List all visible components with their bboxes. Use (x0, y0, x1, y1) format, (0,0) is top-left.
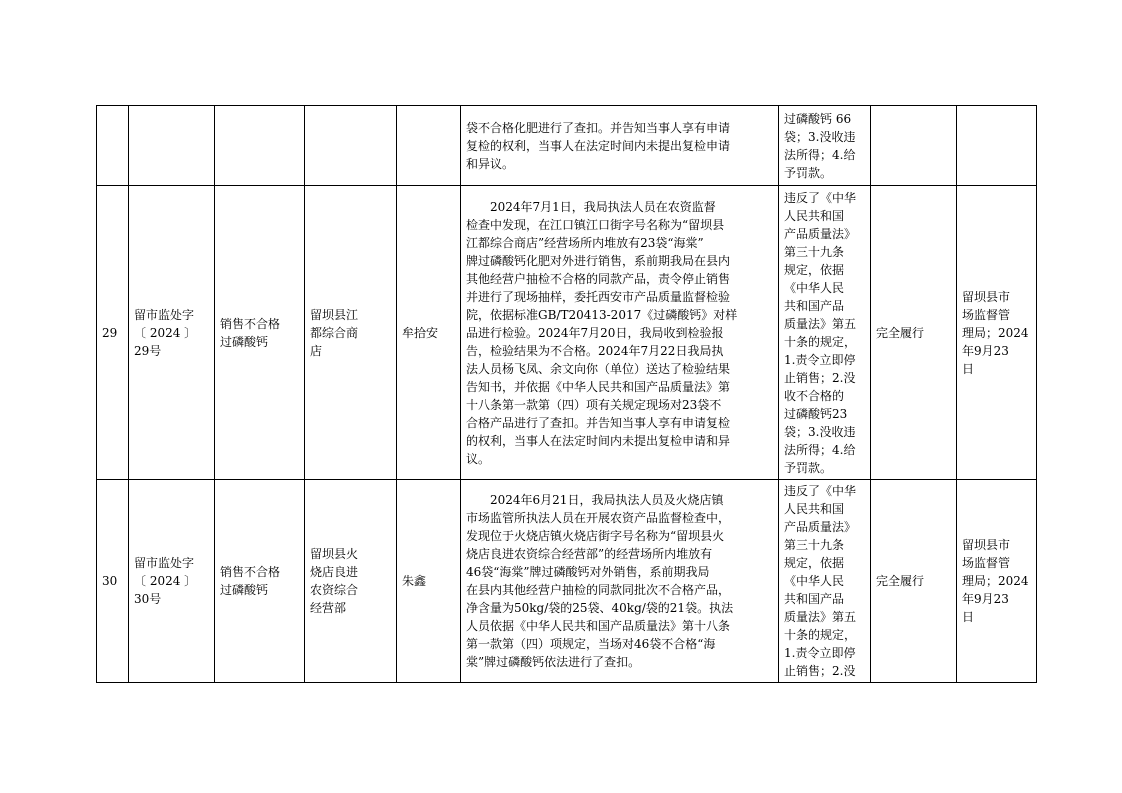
cell-basis: 过磷酸钙 66 袋；3.没收违 法所得；4.给 予罚款。 (779, 106, 871, 186)
case-facts-text: 2024年6月21日，我局执法人员及火烧店镇 市场监管所执法人员在开展农资产品监督检查中， 发现位于火烧店镇火烧店街字号名称为“留坝县火 烧店良进农资综合经营部”的经营场所内堆放有 46袋“海棠”牌过磷酸钙对外销售，系前期我局 在县内其他经营户抽检的同款同批次不合格产品， 净含量为50kg/袋的25袋、40kg/袋的21袋。执法 人员依据《中华人民共和国产品质量法》第十八条 第一款第（四）项规定，当场对46袋不合格“海 棠”牌过磷酸钙依法进行了查扣。 (466, 493, 734, 669)
penalty-table (96, 105, 1037, 683)
decision-doc-number: 留市监处字 〔 2024 〕 30号 (129, 480, 215, 683)
penalty-basis: 违反了《中华 人民共和国 产品质量法》 第三十九条 规定，依据 《中华人民 共和国产品 质量法》第五 十条的规定， 1.责令立即停 止销售；2.没 收不合格的 过磷酸钙23 袋；3.没收违 法所得；4.给 予罚款。 (779, 186, 871, 480)
cell-facts (461, 106, 779, 186)
cell-violation (215, 106, 305, 186)
row-number: 30 (97, 480, 129, 683)
performance-status: 完全履行 (871, 480, 957, 683)
party-name: 留坝县江 都综合商 店 (305, 186, 397, 480)
cell-doc-no (129, 106, 215, 186)
violation-type: 销售不合格 过磷酸钙 (215, 186, 305, 480)
cell-legal-rep (397, 106, 461, 186)
row-number: 29 (97, 186, 129, 480)
case-facts-text: 2024年7月1日，我局执法人员在农资监督 检查中发现，在江口镇江口街字号名称为“留坝县 江都综合商店”经营场所内堆放有23袋“海棠” 牌过磷酸钙化肥对外进行销售，系前期我局在县内 其他经营户抽检不合格的同款产品，责令停止销售 并进行了现场抽样，委托西安市产品质量监督检验 院，依据标准GB/T20413-2017《过磷酸钙》对样 品进行检验。2024年7月20日，我局收到检验报 告，检验结果为不合格。2024年7月22日我局执 法人员杨飞凤、余文向你（单位）送达了检验结果 告知书，并依据《中华人民共和国产品质量法》第 十八条第一款第（四）项有关规定现场对23袋不 合格产品进行了查扣。并告知当事人享有申请复检 的权利，当事人在法定时间内未提出复检申请和异 议。 (466, 199, 738, 466)
table-row (97, 186, 1037, 480)
legal-representative: 牟拾安 (397, 186, 461, 480)
legal-representative: 朱鑫 (397, 480, 461, 683)
case-facts (461, 186, 779, 480)
penalty-basis: 违反了《中华 人民共和国 产品质量法》 第三十九条 规定，依据 《中华人民 共和国产品 质量法》第五 十条的规定， 1.责令立即停 止销售；2.没 (779, 480, 871, 683)
table-row-continuation (97, 106, 1037, 186)
cell-status (871, 106, 957, 186)
violation-type: 销售不合格 过磷酸钙 (215, 480, 305, 683)
performance-status: 完全履行 (871, 186, 957, 480)
decision-doc-number: 留市监处字 〔 2024 〕 29号 (129, 186, 215, 480)
decision-authority-date: 留坝县市 场监督管 理局；2024 年9月23 日 (957, 480, 1037, 683)
decision-authority-date: 留坝县市 场监督管 理局；2024 年9月23 日 (957, 186, 1037, 480)
table-row (97, 480, 1037, 683)
case-facts (461, 480, 779, 683)
cell-authority (957, 106, 1037, 186)
party-name: 留坝县火 烧店良进 农资综合 经营部 (305, 480, 397, 683)
cell-no (97, 106, 129, 186)
facts-tail-text: 袋不合格化肥进行了查扣。并告知当事人享有申请 复检的权利，当事人在法定时间内未提出复检申请 和异议。 (466, 120, 731, 171)
cell-party (305, 106, 397, 186)
